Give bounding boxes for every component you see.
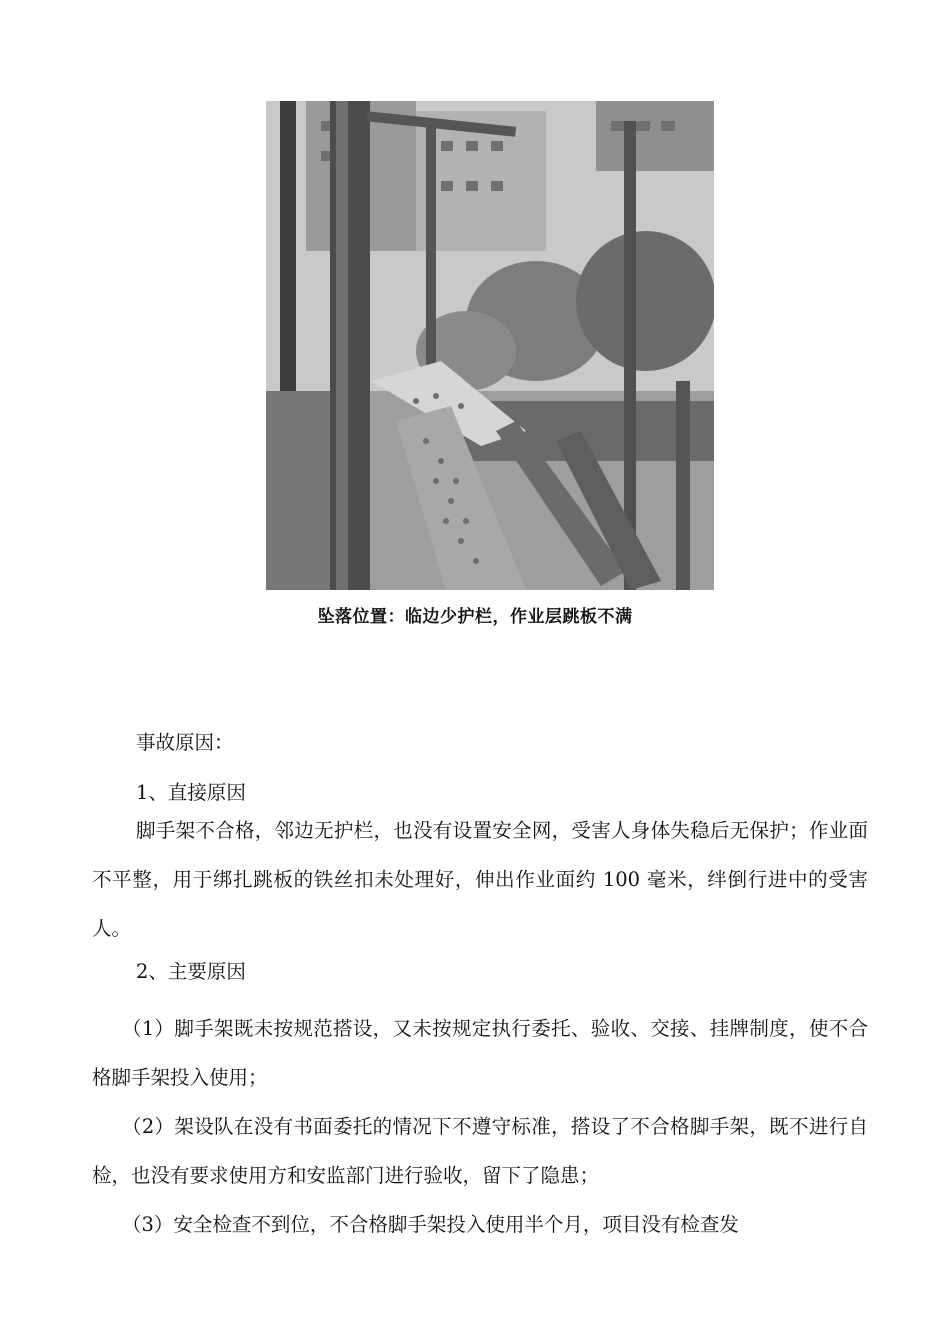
figure-caption: 坠落位置：临边少护栏，作业层跳板不满 bbox=[317, 607, 633, 627]
main-cause-item-1: （1）脚手架既未按规范搭设，又未按规定执行委托、验收、交接、挂牌制度，使不合格脚手架投入使用； bbox=[92, 1017, 868, 1089]
main-cause-item-2: （2）架设队在没有书面委托的情况下不遵守标准，搭设了不合格脚手架，既不进行自检，也没有要求使用方和安监部门进行验收，留下了隐患； bbox=[92, 1115, 868, 1187]
direct-cause-heading: 1、直接原因 bbox=[136, 780, 246, 804]
direct-cause-text: 脚手架不合格，邻边无护栏，也没有设置安全网，受害人身体失稳后无保护；作业面不平整，用于绑扎跳板的铁丝扣未处理好，伸出作业面约 100 毫米，绊倒行进中的受害人。 bbox=[92, 819, 868, 940]
main-cause-item-3: （3）安全检查不到位，不合格脚手架投入使用半个月，项目没有检查发 bbox=[122, 1213, 739, 1236]
scaffold-accident-photo bbox=[266, 101, 714, 590]
section-heading: 事故原因： bbox=[136, 730, 234, 754]
main-cause-heading: 2、主要原因 bbox=[136, 960, 246, 983]
